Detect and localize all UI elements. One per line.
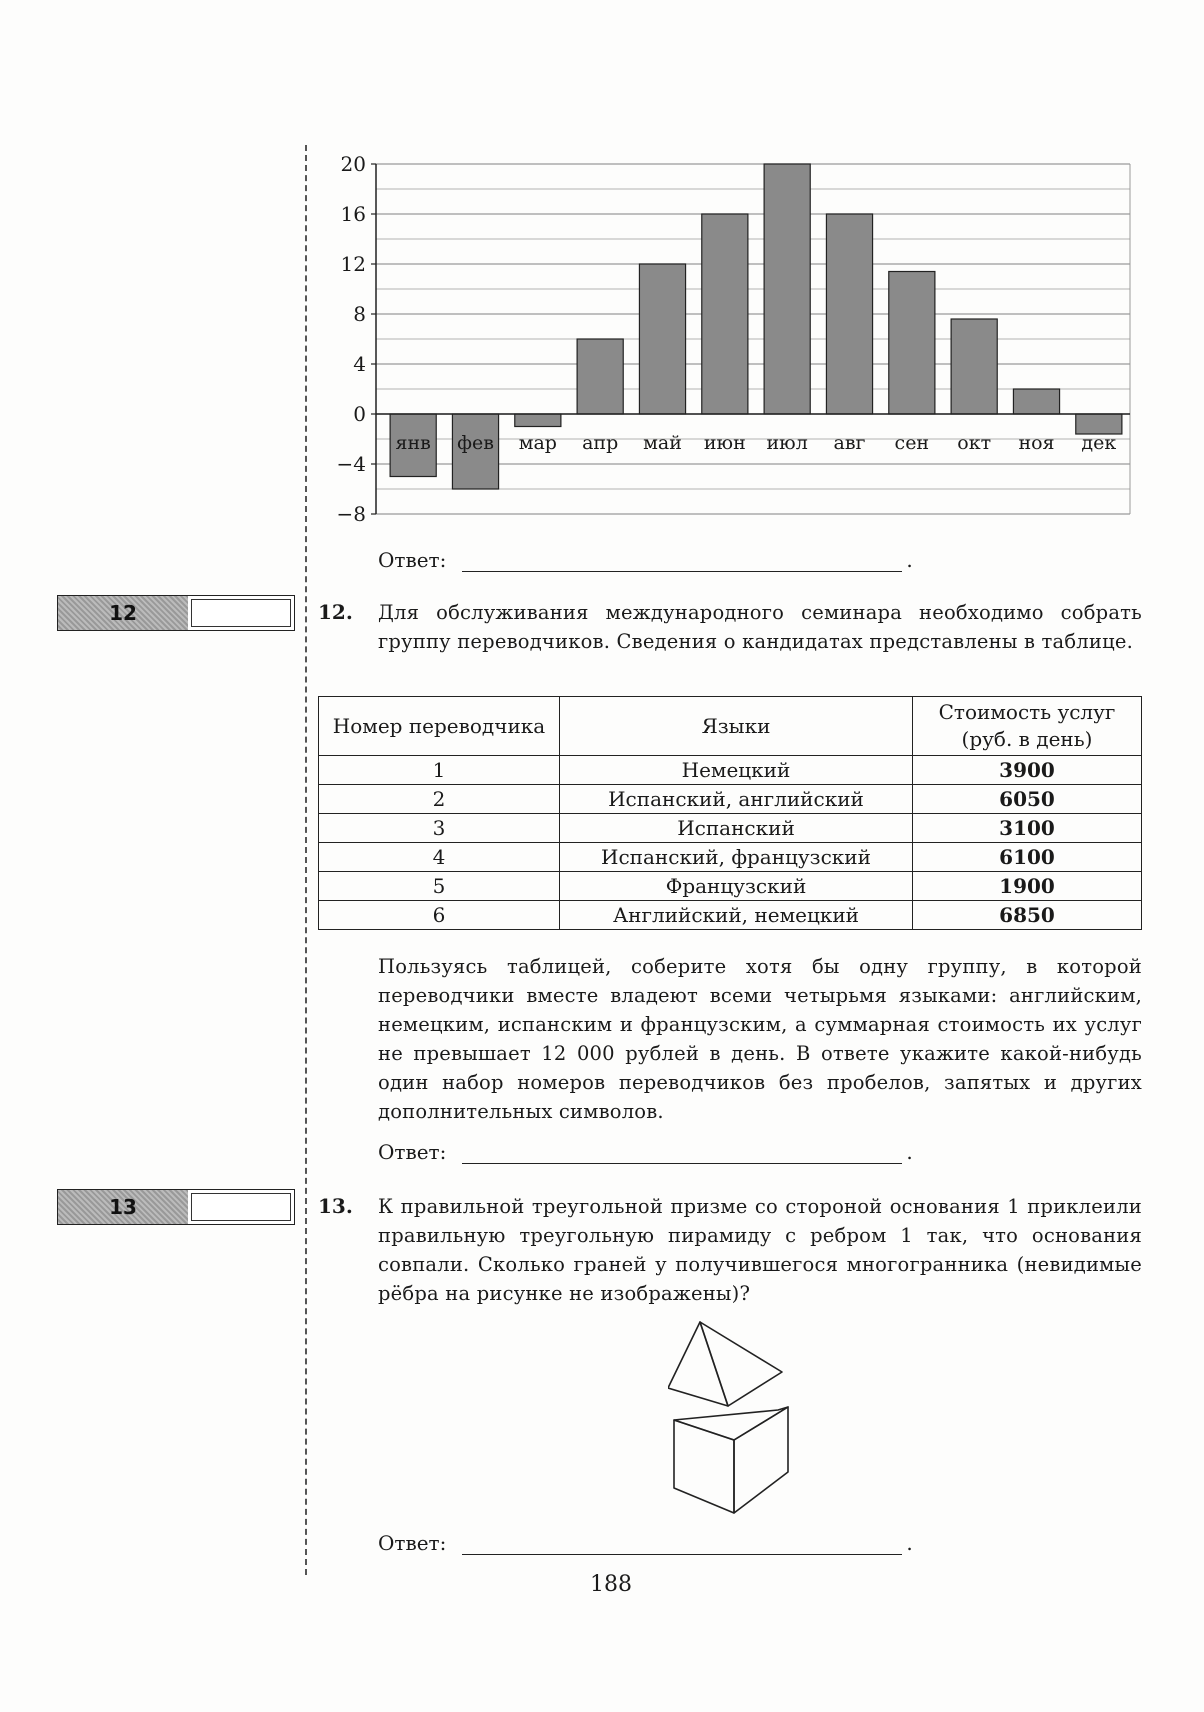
table-row bbox=[319, 872, 1142, 901]
bar-апр bbox=[577, 339, 623, 414]
cut-line bbox=[305, 145, 307, 1575]
cell-cost: 6100 bbox=[913, 843, 1142, 872]
answer-field[interactable] bbox=[462, 1536, 902, 1555]
task-12-question: Пользуясь таблицей, соберите хотя бы одну группу, в которой переводчики вместе владеют всеми четырьмя языками: английским, немецким, испанским и французским, а суммарная стоимость их услуг не превышает 12 000 рублей в день. В ответе укажите какой-нибудь один набор номеров переводчиков без пробелов, запятых и других дополнительных символов. bbox=[378, 955, 1142, 1123]
x-tick-label: ноя bbox=[1018, 432, 1055, 454]
x-tick-label: янв bbox=[395, 432, 431, 454]
answer-field[interactable] bbox=[462, 1145, 902, 1164]
task-12-badge-number: 12 bbox=[58, 596, 188, 630]
translators-table bbox=[318, 696, 1142, 930]
table-row bbox=[319, 785, 1142, 814]
answer-label: Ответ: bbox=[378, 1531, 447, 1555]
y-tick-label: 4 bbox=[353, 352, 366, 376]
table-row bbox=[319, 901, 1142, 930]
table-row bbox=[319, 814, 1142, 843]
task-12-badge bbox=[57, 595, 295, 631]
y-tick-label: 12 bbox=[340, 252, 366, 276]
cell-number: 4 bbox=[319, 843, 560, 872]
x-tick-label: фев bbox=[457, 432, 494, 454]
y-tick-label: −8 bbox=[336, 502, 366, 526]
bar-май bbox=[639, 264, 685, 414]
answer-11 bbox=[378, 548, 913, 572]
header-cost: Стоимость услуг (руб. в день) bbox=[913, 697, 1142, 756]
task-13-badge-number: 13 bbox=[58, 1190, 188, 1224]
bar-июл bbox=[764, 164, 810, 414]
task-13-score-box[interactable] bbox=[191, 1193, 291, 1221]
bar-авг bbox=[826, 214, 872, 414]
x-tick-label: мар bbox=[518, 432, 557, 454]
table-header-row bbox=[319, 697, 1142, 756]
x-tick-label: июл bbox=[766, 432, 808, 454]
answer-dot: . bbox=[906, 1531, 913, 1555]
y-tick-label: −4 bbox=[336, 452, 366, 476]
cell-cost: 3100 bbox=[913, 814, 1142, 843]
table-row bbox=[319, 756, 1142, 785]
cell-number: 1 bbox=[319, 756, 560, 785]
cell-number: 6 bbox=[319, 901, 560, 930]
cell-cost: 6850 bbox=[913, 901, 1142, 930]
task-12-intro: Для обслуживания международного семинара необходимо собрать группу переводчиков. Сведения о кандидатах представлены в таблице. bbox=[378, 601, 1142, 653]
answer-13 bbox=[378, 1531, 913, 1555]
x-tick-label: сен bbox=[894, 432, 930, 454]
y-tick-label: 20 bbox=[340, 152, 366, 176]
task-12-score-box[interactable] bbox=[191, 599, 291, 627]
bar-мар bbox=[515, 414, 561, 427]
y-tick-label: 0 bbox=[353, 402, 366, 426]
bar-ноя bbox=[1013, 389, 1059, 414]
prism-face-front bbox=[674, 1420, 734, 1513]
cell-languages: Немецкий bbox=[560, 756, 913, 785]
task-13-text: К правильной треугольной призме со стороной основания 1 приклеили правильную треугольную пирамиду с ребром 1 так, что основания совпали. Сколько граней у получившегося многогранника (невидимые рёбра на рисунке не изображены)? bbox=[378, 1195, 1142, 1305]
x-tick-label: дек bbox=[1081, 432, 1117, 454]
prism-pyramid-figure bbox=[668, 1320, 798, 1516]
bar-сен bbox=[889, 272, 935, 415]
pyramid-face-front bbox=[668, 1322, 728, 1406]
cell-cost: 3900 bbox=[913, 756, 1142, 785]
answer-label: Ответ: bbox=[378, 1140, 447, 1164]
header-number: Номер переводчика bbox=[319, 697, 560, 756]
cell-languages: Английский, немецкий bbox=[560, 901, 913, 930]
answer-label: Ответ: bbox=[378, 548, 447, 572]
header-languages: Языки bbox=[560, 697, 913, 756]
cell-number: 2 bbox=[319, 785, 560, 814]
y-tick-label: 16 bbox=[340, 202, 366, 226]
cell-languages: Испанский bbox=[560, 814, 913, 843]
cell-languages: Французский bbox=[560, 872, 913, 901]
task-13-number: 13. bbox=[318, 1194, 353, 1218]
bar-дек bbox=[1076, 414, 1122, 434]
cell-cost: 6050 bbox=[913, 785, 1142, 814]
task-13-badge bbox=[57, 1189, 295, 1225]
task-12-number: 12. bbox=[318, 600, 353, 624]
table-row bbox=[319, 843, 1142, 872]
temperature-bar-chart bbox=[310, 140, 1140, 530]
bar-июн bbox=[702, 214, 748, 414]
x-tick-label: авг bbox=[833, 432, 866, 454]
cell-languages: Испанский, английский bbox=[560, 785, 913, 814]
cell-languages: Испанский, французский bbox=[560, 843, 913, 872]
pyramid-face-side bbox=[700, 1322, 782, 1406]
answer-12 bbox=[378, 1140, 913, 1164]
page-number: 188 bbox=[590, 1572, 632, 1597]
x-tick-label: июн bbox=[703, 432, 746, 454]
x-tick-label: май bbox=[643, 432, 682, 454]
answer-field[interactable] bbox=[462, 553, 902, 572]
answer-dot: . bbox=[906, 1140, 913, 1164]
cell-number: 5 bbox=[319, 872, 560, 901]
bar-окт bbox=[951, 319, 997, 414]
answer-dot: . bbox=[906, 548, 913, 572]
cell-number: 3 bbox=[319, 814, 560, 843]
prism-top-face bbox=[674, 1407, 788, 1440]
cell-cost: 1900 bbox=[913, 872, 1142, 901]
y-tick-label: 8 bbox=[353, 302, 366, 326]
x-tick-label: окт bbox=[957, 432, 992, 454]
x-tick-label: апр bbox=[582, 432, 619, 454]
